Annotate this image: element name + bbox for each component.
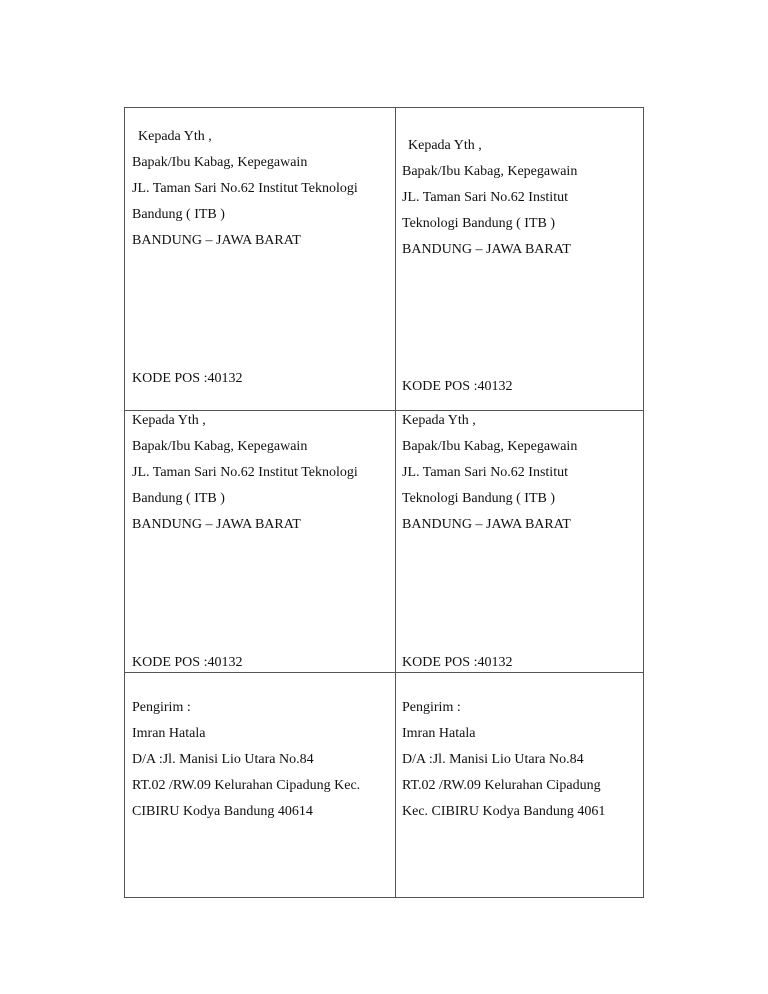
- recipient-label-cell: [125, 108, 395, 410]
- city-line: Kec. CIBIRU Kodya Bandung 4061: [402, 804, 606, 819]
- postal-code-line: KODE POS :40132: [402, 655, 513, 670]
- address-line: Bandung ( ITB ): [132, 491, 225, 506]
- city-line: BANDUNG – JAWA BARAT: [132, 233, 301, 248]
- sender-name-line: Imran Hatala: [402, 726, 476, 741]
- salutation-line: Kepada Yth ,: [132, 413, 206, 428]
- sender-label-cell: [396, 673, 645, 897]
- address-line: Teknologi Bandung ( ITB ): [402, 216, 555, 231]
- city-line: BANDUNG – JAWA BARAT: [402, 242, 571, 257]
- salutation-line: Kepada Yth ,: [138, 129, 212, 144]
- address-line: JL. Taman Sari No.62 Institut: [402, 190, 568, 205]
- postal-code-line: KODE POS :40132: [402, 379, 513, 394]
- city-line: BANDUNG – JAWA BARAT: [132, 517, 301, 532]
- address-line: D/A :Jl. Manisi Lio Utara No.84: [402, 752, 584, 767]
- recipient-name-line: Bapak/Ibu Kabag, Kepegawain: [402, 164, 578, 179]
- address-line: JL. Taman Sari No.62 Institut: [402, 465, 568, 480]
- address-line: D/A :Jl. Manisi Lio Utara No.84: [132, 752, 314, 767]
- address-line: JL. Taman Sari No.62 Institut Teknologi: [132, 181, 358, 196]
- address-line: JL. Taman Sari No.62 Institut Teknologi: [132, 465, 358, 480]
- postal-code-line: KODE POS :40132: [132, 655, 243, 670]
- sender-label-cell: [125, 673, 395, 897]
- address-label-table: [124, 107, 644, 898]
- address-line: Teknologi Bandung ( ITB ): [402, 491, 555, 506]
- recipient-label-cell: [396, 411, 645, 672]
- address-line: RT.02 /RW.09 Kelurahan Cipadung Kec.: [132, 778, 361, 793]
- sender-heading: Pengirim :: [132, 700, 191, 715]
- recipient-name-line: Bapak/Ibu Kabag, Kepegawain: [132, 155, 308, 170]
- salutation-line: Kepada Yth ,: [408, 138, 482, 153]
- city-line: BANDUNG – JAWA BARAT: [402, 517, 571, 532]
- city-line: CIBIRU Kodya Bandung 40614: [132, 804, 313, 819]
- address-line: RT.02 /RW.09 Kelurahan Cipadung: [402, 778, 601, 793]
- recipient-name-line: Bapak/Ibu Kabag, Kepegawain: [132, 439, 308, 454]
- recipient-label-cell: [396, 108, 645, 410]
- postal-code-line: KODE POS :40132: [132, 371, 243, 386]
- salutation-line: Kepada Yth ,: [402, 413, 476, 428]
- sender-name-line: Imran Hatala: [132, 726, 206, 741]
- recipient-label-cell: [125, 411, 395, 672]
- sender-heading: Pengirim :: [402, 700, 461, 715]
- recipient-name-line: Bapak/Ibu Kabag, Kepegawain: [402, 439, 578, 454]
- address-line: Bandung ( ITB ): [132, 207, 225, 222]
